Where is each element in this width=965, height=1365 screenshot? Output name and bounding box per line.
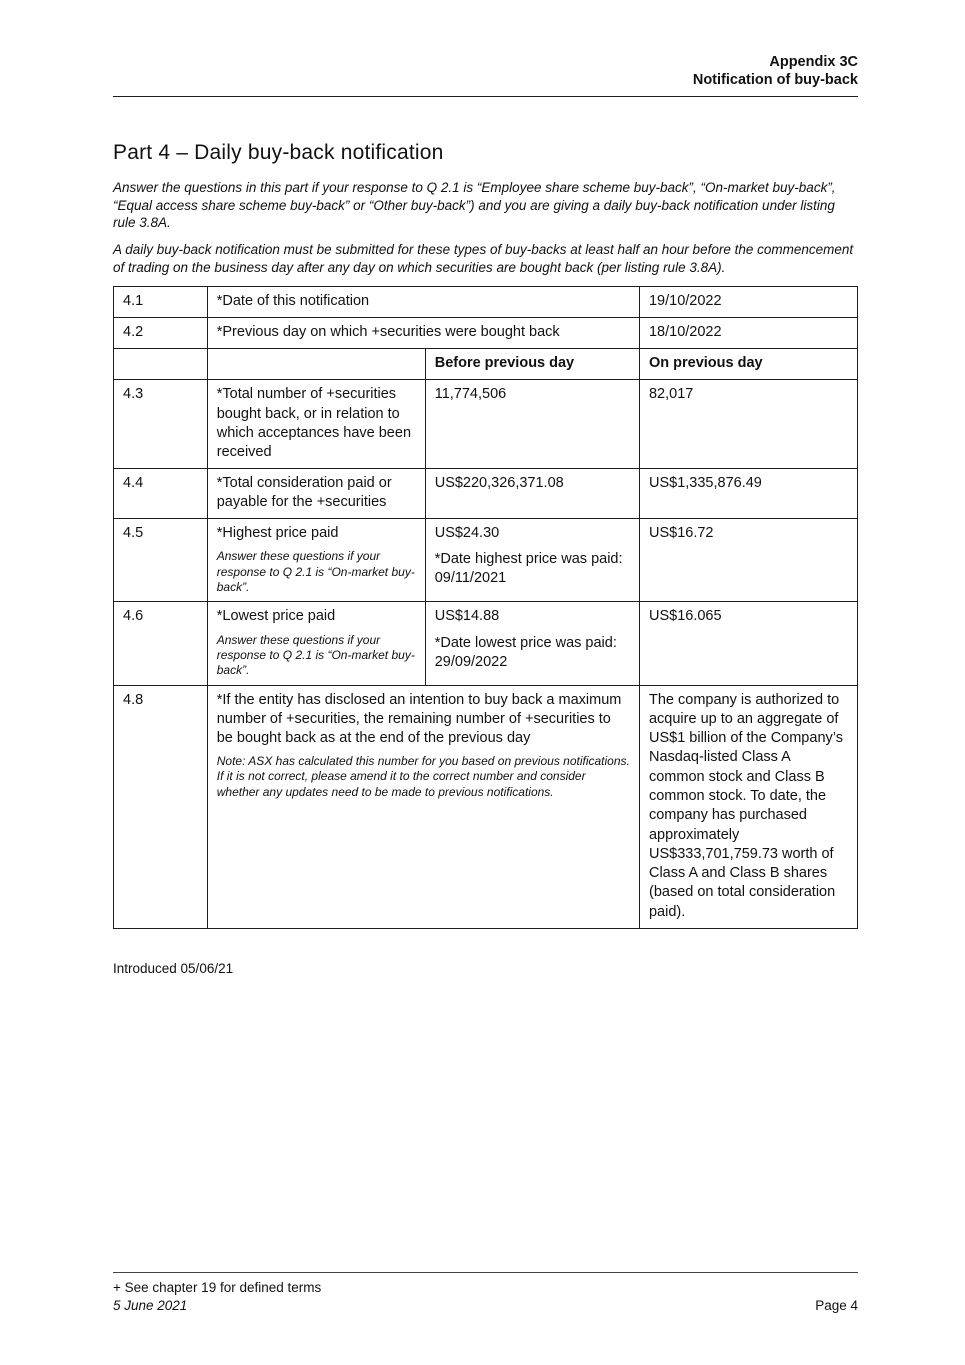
question-number: 4.4 xyxy=(114,468,208,518)
document-subtitle: Notification of buy-back xyxy=(692,71,858,88)
table-row-4-3 xyxy=(114,380,858,469)
question-number: 4.5 xyxy=(114,519,208,602)
question-note: Answer these questions if your response to Q 2.1 is “On-market buy-back”. xyxy=(216,549,415,595)
answer-before-value: US$24.30 xyxy=(434,525,500,542)
footer-defined-terms: + See chapter 19 for defined terms xyxy=(113,1280,322,1295)
part-title: Part 4 – Daily buy-back notification xyxy=(113,141,444,165)
question-number: 4.1 xyxy=(114,287,208,318)
question-label-cell xyxy=(207,519,425,602)
intro-paragraph-1: Answer the questions in this part if your response to Q 2.1 is “Employee share scheme buy-back”, “On-market buy-back”, “Equal access share scheme buy-back” or “Other buy-back”) and you are giving a daily buy-back notification under listing rule 3.8A. xyxy=(113,180,836,231)
answer-before-cell xyxy=(425,519,639,602)
document-header xyxy=(113,54,858,97)
table-row-4-4 xyxy=(114,468,858,518)
answer-before: US$220,326,371.08 xyxy=(425,468,639,518)
question-label: *Lowest price paid xyxy=(216,608,336,625)
answer-before: 11,774,506 xyxy=(425,380,639,469)
intro-paragraph-2: A daily buy-back notification must be submitted for these types of buy-backs at least half an hour before the commencement of trading on the business day after any day on which securities are bought back (per listing rule 3.8A). xyxy=(113,242,854,275)
question-label-cell xyxy=(207,685,639,928)
footer-page-number: Page 4 xyxy=(815,1297,858,1313)
answer-on: 82,017 xyxy=(639,380,857,469)
answer-value: 18/10/2022 xyxy=(639,318,857,349)
answer-before-value: US$14.88 xyxy=(434,608,500,625)
answer-on: The company is authorized to acquire up to an aggregate of US$1 billion of the Company’s Nasdaq-listed Class A common stock and Class B common stock. To date, the company has purchased approximately US$333,701,759.73 worth of Class A and Class B shares (based on total consideration paid). xyxy=(639,685,857,928)
footer-date: 5 June 2021 xyxy=(113,1297,188,1313)
table-header-row xyxy=(114,349,858,380)
question-label: *If the entity has disclosed an intention to buy back a maximum number of +securities, the remaining number of +securities to be bought back as at the end of the previous day xyxy=(216,691,622,746)
question-note: Note: ASX has calculated this number for you based on previous notifications. If it is not correct, please amend it to the correct number and consider whether any updates need to be made to previous notifications. xyxy=(216,754,630,799)
table-row-4-6 xyxy=(114,602,858,685)
column-header-before: Before previous day xyxy=(425,349,639,380)
question-label: *Total consideration paid or payable for the +securities xyxy=(207,468,425,518)
question-number: 4.2 xyxy=(114,318,208,349)
answer-before-date: *Date lowest price was paid: 29/09/2022 xyxy=(434,634,617,670)
empty-cell xyxy=(114,349,208,380)
answer-before-date: *Date highest price was paid: 09/11/2021 xyxy=(434,551,623,587)
answer-on: US$1,335,876.49 xyxy=(639,468,857,518)
table-row-4-5 xyxy=(114,519,858,602)
answer-value: 19/10/2022 xyxy=(639,287,857,318)
question-label-cell xyxy=(207,602,425,685)
column-header-on: On previous day xyxy=(639,349,857,380)
answer-on: US$16.065 xyxy=(639,602,857,685)
question-label: *Highest price paid xyxy=(216,525,339,542)
question-number: 4.8 xyxy=(114,685,208,928)
table-row-4-2 xyxy=(114,318,858,349)
question-label: *Total number of +securities bought back, or in relation to which acceptances have been received xyxy=(207,380,425,469)
question-number: 4.6 xyxy=(114,602,208,685)
question-label: *Previous day on which +securities were bought back xyxy=(207,318,639,349)
question-number: 4.3 xyxy=(114,380,208,469)
table-row-4-8 xyxy=(114,685,858,928)
answer-before-cell xyxy=(425,602,639,685)
document-footer xyxy=(113,1272,858,1314)
empty-cell xyxy=(207,349,425,380)
table-row-4-1 xyxy=(114,287,858,318)
buyback-notification-table xyxy=(113,286,858,929)
introduced-note: Introduced 05/06/21 xyxy=(113,961,234,977)
question-label: *Date of this notification xyxy=(207,287,639,318)
appendix-label: Appendix 3C xyxy=(769,54,858,70)
question-note: Answer these questions if your response to Q 2.1 is “On-market buy-back”. xyxy=(216,632,415,678)
answer-on: US$16.72 xyxy=(639,519,857,602)
